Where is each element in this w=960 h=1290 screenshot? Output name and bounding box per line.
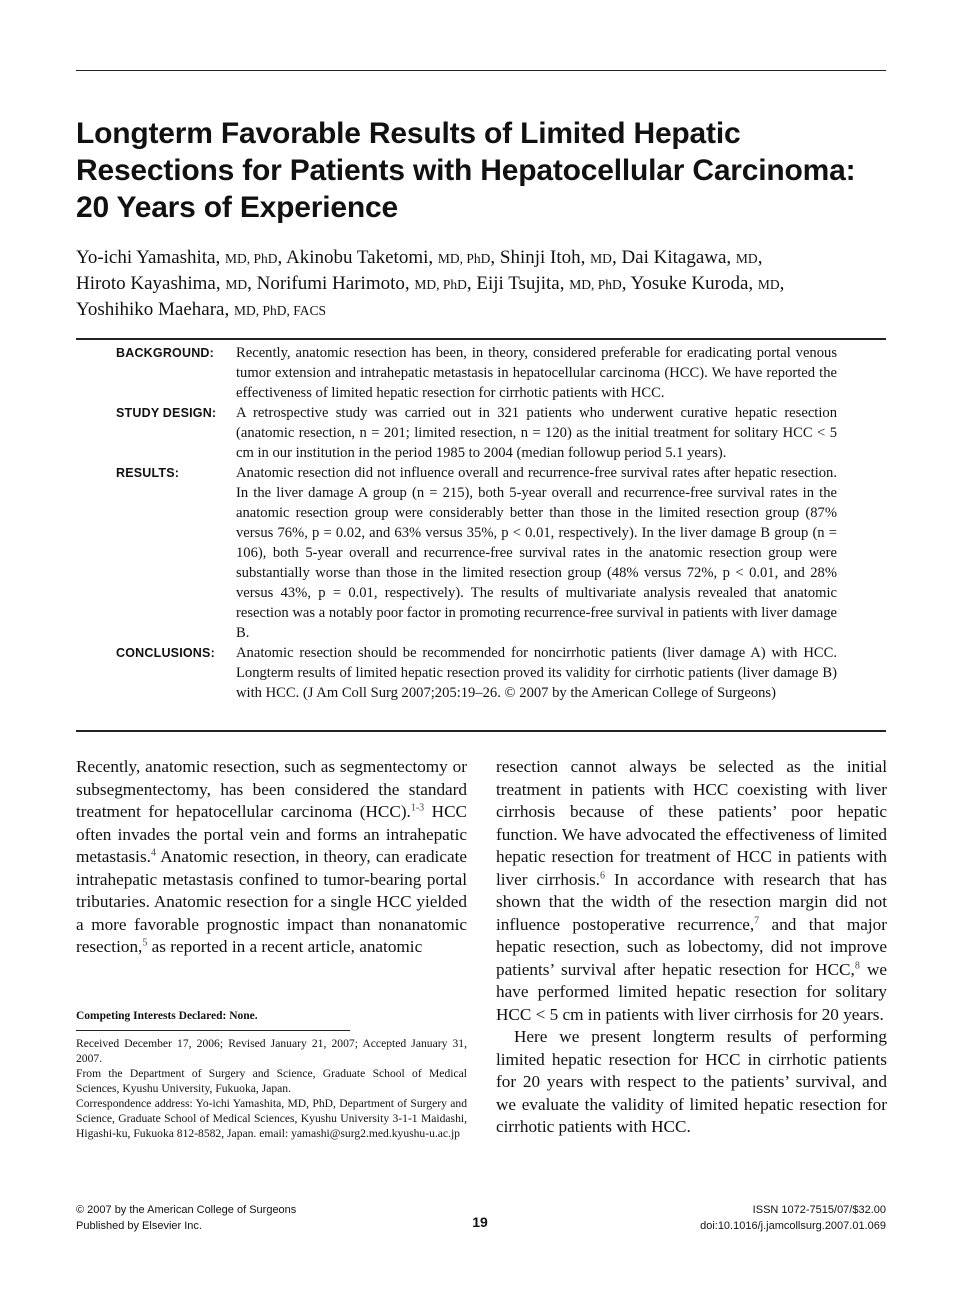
- body-text: In accordance with research that has shown that the width of the resection margin did not influence postoperative recurrence,: [496, 869, 887, 934]
- body-text: and that major hepatic resection, such as lobectomy, did not improve patients’ survival after hepatic resection for HCC,: [496, 914, 887, 979]
- author-name: Yosuke Kuroda: [630, 273, 749, 294]
- reference-link[interactable]: 7: [754, 914, 760, 926]
- abstract-text: Anatomic resection did not influence overall and recurrence-free survival rates after hepatic resection. In the liver damage A group (n = 215), both 5-year overall and recurrence-free survival rates in the anatomic resection group were considerably better than those in the limited resection group (87% versus 76%, p = 0.02, and 63% versus 35%, p < 0.01, respectively). In the liver damage B group (n = 106), both 5-year overall and recurrence-free survival rates in the anatomic resection group were substantially worse than those in the limited resection group (48% versus 72%, p < 0.01, and 28% versus 43%, p = 0.01, respectively). The results of multivariate analysis revealed that anatomic resection was a notably poor factor in promoting recurrence-free survival in patients with liver damage B.: [236, 465, 837, 641]
- reference-link[interactable]: 4: [150, 847, 156, 859]
- reference-link[interactable]: 5: [142, 937, 148, 949]
- abstract-text: Recently, anatomic resection has been, in theory, considered preferable for eradicating portal venous tumor extension and intrahepatic metastasis in hepatocellular carcinoma (HCC). We have reported the effectiveness of limited hepatic resection for cirrhotic patients with HCC.: [236, 345, 837, 401]
- author-name: Shinji Itoh: [499, 247, 581, 268]
- abstract-rule-bottom: [76, 730, 886, 732]
- body-text: HCC often invades the portal vein and forms an intrahepatic metastasis.: [76, 802, 468, 866]
- author-name: Hiroto Kayashima: [76, 273, 216, 294]
- abstract-label: RESULTS:: [116, 466, 180, 480]
- body-text: Anatomic resection, in theory, can eradicate intrahepatic metastasis confined to tumor-bearing portal tributaries. Anatomic resection for a single HCC yielded a more favorable prognostic impact than nonanatomic resection,: [76, 847, 467, 956]
- body-text: as reported in a recent article, anatomic: [147, 937, 423, 956]
- body-paragraph: [76, 756, 467, 959]
- received-dates: Received December 17, 2006; Revised January 21, 2007; Accepted January 31, 2007.: [76, 1037, 467, 1065]
- top-rule: [76, 70, 886, 71]
- publisher: Published by Elsevier Inc.: [76, 1219, 202, 1232]
- author-degrees: MD, PhD: [437, 251, 491, 266]
- correspondence-address: Correspondence address: Yo-ichi Yamashita, MD, PhD, Department of Surgery and Science, Graduate School of Medical Sciences, Kyushu University 3-1-1 Maidashi, Higashi-ku, Fukuoka 812-8582, Japan. email: yamashi@surg2.med.kyushu-u.ac.jp: [76, 1097, 467, 1140]
- author-name: Dai Kitagawa: [621, 247, 727, 268]
- abstract-text: A retrospective study was carried out in 321 patients who underwent curative hepatic resection (anatomic resection, n = 201; limited resection, n = 120) as the initial treatment for solitary HCC < 5 cm in our institution in the period 1985 to 2004 (median followup period 5.1 years).: [236, 405, 837, 461]
- issn: ISSN 1072-7515/07/$32.00: [752, 1204, 886, 1216]
- author-degrees: MD: [590, 251, 612, 266]
- author-degrees: MD, PhD: [414, 277, 467, 292]
- page-number: 19: [472, 1214, 488, 1230]
- abstract-conclusions: [116, 643, 837, 703]
- body-text: resection cannot always be selected as the initial treatment in patients with HCC coexisting with liver cirrhosis because of these patients’ poor hepatic function. We have advocated the effectiveness of limited hepatic resection for treatment of HCC in patients with liver cirrhosis.: [496, 757, 887, 889]
- abstract-rule-top: [76, 338, 886, 340]
- author-degrees: MD, PhD, FACS: [233, 303, 327, 318]
- author-degrees: MD: [757, 277, 780, 292]
- author-list: Yo-ichi Yamashita, MD, PhD, Akinobu Taketomi, MD, PhD, Shinji Itoh, MD, Dai Kitagawa, MD, Hiroto Kayashima, MD, Norifumi Harimoto, MD, PhD, Eiji Tsujita, MD, PhD, Yosuke Kuroda, MD, Yoshihiko Maehara, MD, PhD, FACS: [76, 247, 785, 320]
- author-degrees: MD: [225, 277, 248, 292]
- abstract-label: CONCLUSIONS:: [116, 646, 215, 660]
- reference-link[interactable]: 6: [599, 869, 605, 881]
- author-name: Yo-ichi Yamashita: [76, 247, 216, 268]
- author-degrees: MD, PhD: [569, 277, 622, 292]
- footnote-rule: [76, 1030, 350, 1031]
- author-name: Yoshihiko Maehara: [76, 299, 225, 320]
- abstract: [116, 343, 837, 703]
- reference-link[interactable]: 1-3: [410, 802, 425, 814]
- body-column-right: [496, 756, 887, 1139]
- body-column-left: [76, 756, 467, 959]
- author-name: Eiji Tsujita: [476, 273, 560, 294]
- body-paragraph: [496, 756, 887, 1026]
- reference-link[interactable]: 8: [854, 959, 860, 971]
- doi[interactable]: doi:10.1016/j.jamcollsurg.2007.01.069: [700, 1219, 886, 1232]
- body-text: Recently, anatomic resection, such as segmentectomy or subsegmentectomy, has been considered the standard treatment for hepatocellular carcinoma (HCC).: [76, 757, 467, 821]
- author-degrees: MD, PhD: [225, 251, 278, 266]
- author-name: Norifumi Harimoto: [256, 273, 405, 294]
- article-notes: [76, 1036, 467, 1141]
- abstract-label: BACKGROUND:: [116, 346, 215, 360]
- body-paragraph: Here we present longterm results of performing limited hepatic resection for HCC in cirrhotic patients for 20 years with respect to the patients’ survival, and we evaluate the validity of limited hepatic resection for cirrhotic patients with HCC.: [496, 1027, 887, 1136]
- abstract-text: Anatomic resection should be recommended for noncirrhotic patients (liver damage A) with HCC. Longterm results of limited hepatic resection proved its validity for cirrhotic patients (liver damage B) with HCC. (J Am Coll Surg 2007;205:19–26. © 2007 by the American College of Surgeons): [236, 645, 837, 701]
- article-title: Longterm Favorable Results of Limited Hepatic Resections for Patients with Hepatocellular Carcinoma: 20 Years of Experience: [76, 117, 856, 224]
- body-text: we have performed limited hepatic resection for solitary HCC < 5 cm in patients with liver cirrhosis for 20 years.: [496, 959, 887, 1024]
- footer-left: [76, 1203, 296, 1234]
- abstract-study-design: [116, 403, 837, 463]
- affiliation: From the Department of Surgery and Science, Graduate School of Medical Sciences, Kyushu University, Fukuoka, Japan.: [76, 1067, 467, 1095]
- author-degrees: MD: [735, 251, 758, 266]
- author-name: Akinobu Taketomi: [286, 247, 429, 268]
- abstract-label: STUDY DESIGN:: [116, 406, 217, 420]
- abstract-results: [116, 463, 837, 643]
- footer-right: [700, 1203, 886, 1234]
- copyright: © 2007 by the American College of Surgeons: [76, 1204, 297, 1216]
- abstract-background: [116, 343, 837, 403]
- competing-interests: Competing Interests Declared: None.: [76, 1010, 258, 1022]
